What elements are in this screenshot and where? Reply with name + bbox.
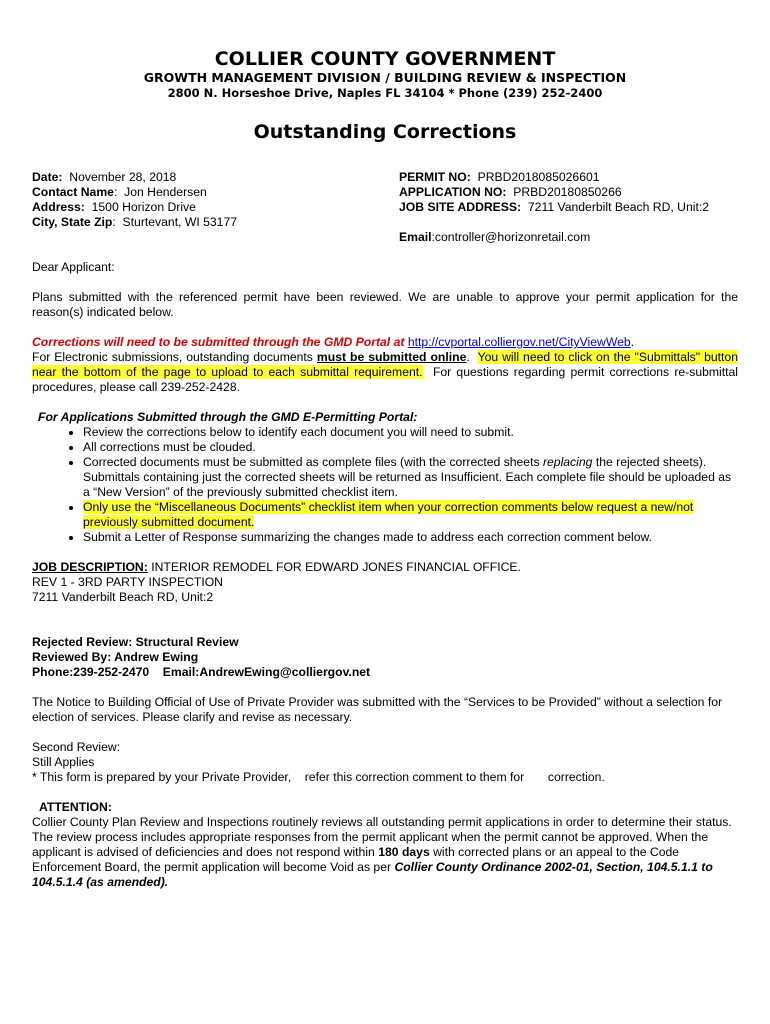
letterhead: [32, 48, 738, 101]
attention-section: [32, 800, 738, 890]
portal-section: [32, 410, 738, 545]
second-review-label: Second Review:: [32, 740, 121, 754]
jobsite-label: JOB SITE ADDRESS:: [399, 200, 522, 214]
portal-notice: Corrections will need to be submitted through the GMD Portal at: [32, 335, 405, 349]
address-label: Address:: [32, 200, 85, 214]
provider-note: * This form is prepared by your Private Provider, refer this correction comment to them for correction.: [32, 770, 605, 784]
email-value: controller@horizonretail.com: [434, 230, 591, 244]
application-label: APPLICATION NO:: [399, 185, 507, 199]
address-value: 1500 Horizon Drive: [91, 200, 196, 214]
page-title: Outstanding Corrections: [253, 121, 517, 143]
email-label: Email: [399, 230, 432, 244]
org-name: COLLIER COUNTY GOVERNMENT: [214, 48, 556, 70]
electronic-text-c: For questions regarding permit corrections re-submittal procedures, please call 239-252-2428.: [32, 365, 738, 394]
permit-label: PERMIT NO:: [399, 170, 471, 184]
electronic-text-a: For Electronic submissions, outstanding documents: [32, 350, 313, 364]
job-section: [32, 560, 738, 605]
list-item: • Only use the “Miscellaneous Documents” checklist item when your correction comments below request a new/not previously submitted document.: [83, 500, 738, 530]
contact-value: Jon Hendersen: [124, 185, 207, 199]
permit-details: PERMIT NO: PRBD2018085026601 APPLICATION NO: PRBD20180850266 JOB SITE ADDRESS: 7211 Vanderbilt Beach RD, Unit:2 Email:controller@horizonretail.com: [399, 170, 710, 244]
jobsite-value: 7211 Vanderbilt Beach RD, Unit:2: [527, 200, 710, 214]
application-value: PRBD20180850266: [513, 185, 622, 199]
list-item: • Review the corrections below to identify each document you will need to submit.: [83, 425, 738, 440]
portal-heading: For Applications Submitted through the GMD E-Permitting Portal:: [38, 410, 418, 424]
date-value: November 28, 2018: [69, 170, 177, 184]
salutation: Dear Applicant:: [32, 260, 115, 274]
rejected-review: Rejected Review: Structural Review: [32, 635, 239, 649]
list-item: • Submit a Letter of Response summarizing the changes made to address each correction comment below.: [83, 530, 738, 545]
intro-paragraph: Plans submitted with the referenced permit have been reviewed. We are unable to approve your permit application for the reason(s) indicated below.: [32, 290, 738, 319]
reviewer-email: Email:AndrewEwing@colliergov.net: [162, 665, 371, 679]
review-comment: The Notice to Building Official of Use of Private Provider was submitted with the “Services to be Provided” without a selection for election of services. Please clarify and revise as necessary.: [32, 695, 723, 724]
job-desc-label: JOB DESCRIPTION:: [32, 560, 148, 574]
contact-info: Date: November 28, 2018 Contact Name: Jon Hendersen Address: 1500 Horizon Drive City, State Zip: Sturtevant, WI 53177: [32, 170, 238, 229]
job-desc-value: INTERIOR REMODEL FOR EDWARD JONES FINANCIAL OFFICE.: [151, 560, 521, 574]
contact-label: Contact Name: [32, 185, 114, 199]
review-section: [32, 635, 738, 680]
submission-paragraph: Corrections will need to be submitted through the GMD Portal at http://cvportal.colliergov.net/CityViewWeb. For Electronic submissions, outstanding documents must be submitted online. You will need to click on the "Submittals" button near the bottom of the page to upload to each submittal requirement. For questions regarding permit corrections re-submittal procedures, please call 239-252-2428.: [32, 335, 738, 394]
date-label: Date:: [32, 170, 63, 184]
submittals-instruction: You will need to click on the "Submittals" button near the bottom of the page to upload to each submittal requirement.: [32, 350, 738, 379]
reviewer: Reviewed By: Andrew Ewing: [32, 650, 199, 664]
document-page: [32, 48, 738, 890]
instruction-list: [32, 425, 738, 545]
list-item: • All corrections must be clouded.: [83, 440, 738, 455]
reviewer-phone: Phone:239-252-2470: [32, 665, 150, 679]
attention-heading: ATTENTION:: [39, 800, 112, 814]
permit-info: [32, 170, 738, 245]
electronic-text-b: must be submitted online: [316, 350, 467, 364]
org-address: 2800 N. Horseshoe Drive, Naples FL 34104 * Phone (239) 252-2400: [167, 86, 603, 100]
job-revision: REV 1 - 3RD PARTY INSPECTION: [32, 575, 223, 589]
attention-text: Collier County Plan Review and Inspections routinely reviews all outstanding permit applications in order to determine their status. The review process includes appropriate responses from the permit applicant when the permit cannot be approved. When the applicant is advised of deficiencies and does not respond within 180 days with corrected plans or an appeal to the Code Enforcement Board, the permit application will become Void as per Collier County Ordinance 2002-01, Section, 104.5.1.1 to 104.5.1.4 (as amended).: [32, 815, 732, 889]
city-value: Sturtevant, WI 53177: [122, 215, 238, 229]
permit-value: PRBD2018085026601: [477, 170, 600, 184]
division-name: GROWTH MANAGEMENT DIVISION / BUILDING REVIEW & INSPECTION: [143, 70, 627, 85]
still-applies: Still Applies: [32, 755, 95, 769]
job-location: 7211 Vanderbilt Beach RD, Unit:2: [32, 590, 214, 604]
second-review: [32, 740, 738, 785]
city-label: City, State Zip: [32, 215, 113, 229]
list-item: • Corrected documents must be submitted as complete files (with the corrected sheets replacing the rejected sheets). Submittals containing just the corrected sheets will be returned as Insufficient. Each complete file should be uploaded as a “New Version” of the previously submitted checklist item.: [83, 455, 738, 500]
portal-link[interactable]: http://cvportal.colliergov.net/CityViewWeb: [407, 335, 631, 349]
